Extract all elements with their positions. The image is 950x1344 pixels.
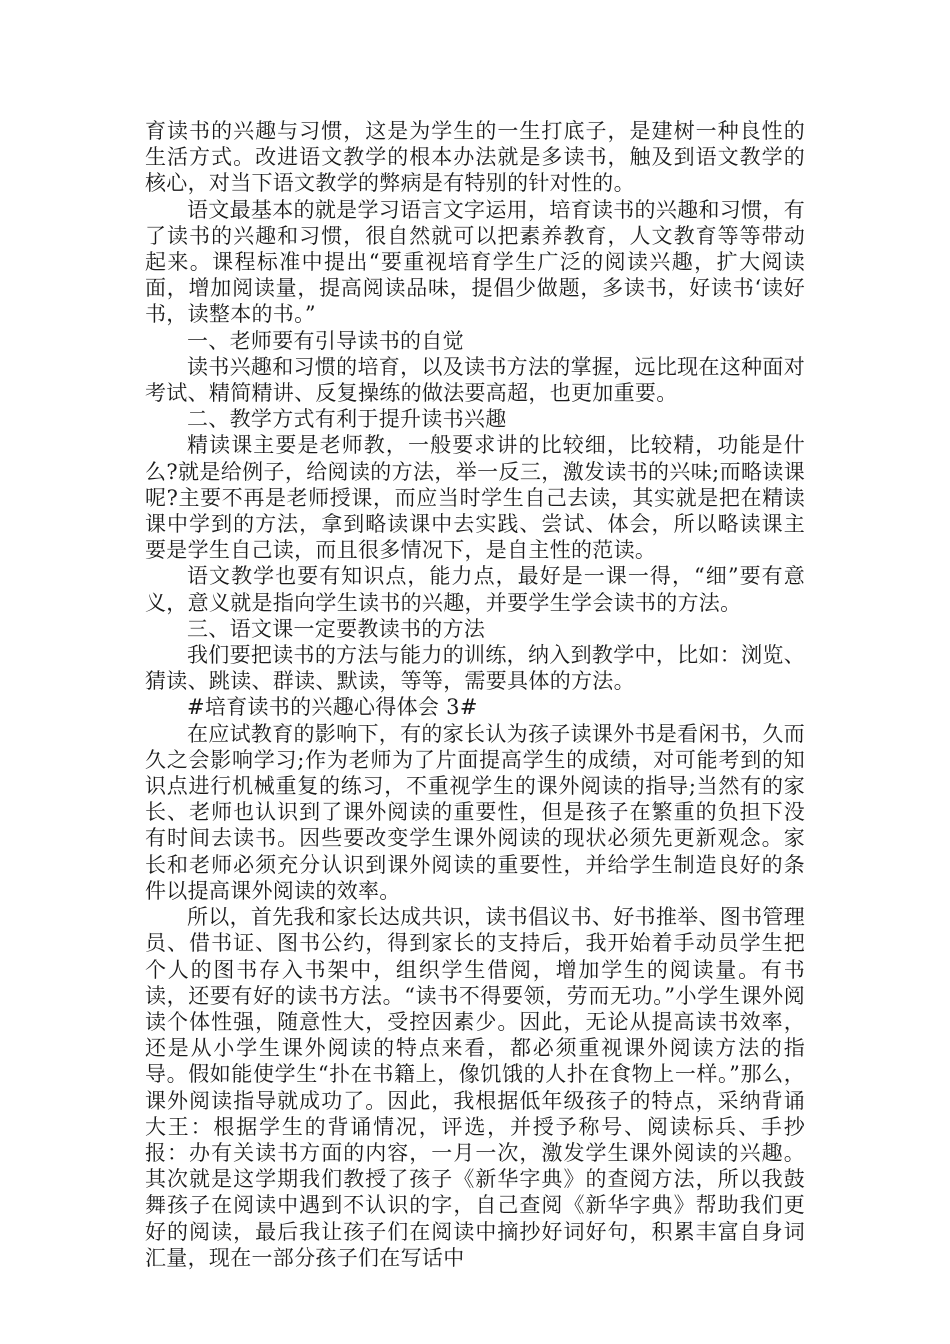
paragraph-7: 在应试教育的影响下，有的家长认为孩子读课外书是看闲书，久而久之会影响学习;作为老师为了片面提高学生的成绩，对可能考到的知识点进行机械重复的练习，不重视学生的课外阅读的指导;当然有的家长、老师也认识到了课外阅读的重要性，但是孩子在繁重的负担下没有时间去读书。因些要改变学生课外阅读的现状必须先更新观念。家长和老师必须充分认识到课外阅读的重要性，并给学生制造良好的条件以提高课外阅读的效率。 (145, 721, 805, 903)
section-heading-1: 一、老师要有引导读书的自觉 (187, 328, 464, 353)
section-heading-2: 二、教学方式有利于提升读书兴趣 (187, 407, 507, 432)
paragraph-8: 所以，首先我和家长达成共识，读书倡议书、好书推举、图书管理员、借书证、图书公约，得到家长的支持后，我开始着手动员学生把个人的图书存入书架中，组织学生借阅，增加学生的阅读量。有书读，还要有好的读书方法。“读书不得要领，劳而无功。”小学生课外阅读个体性强，随意性大，受控因素少。因此，无论从提高读书效率，还是从小学生课外阅读的特点来看，都必须重视课外阅读方法的指导。假如能使学生“扑在书籍上，像饥饿的人扑在食物上一样。”那么，课外阅读指导就成功了。因此，我根据低年级孩子的特点，采纳背诵大王：根据学生的背诵情况，评选，并授予称号、阅读标兵、手抄报：办有关读书方面的内容，一月一次，激发学生课外阅读的兴趣。其次就是这学期我们教授了孩子《新华字典》的查阅方法，所以我鼓舞孩子在阅读中遇到不认识的字，自己查阅《新华字典》帮助我们更好的阅读，最后我让孩子们在阅读中摘抄好词好句，积累丰富自身词汇量，现在一部分孩子们在写话中 (145, 905, 805, 1270)
document-page (145, 118, 805, 1271)
paragraph-3: 读书兴趣和习惯的培育，以及读书方法的掌握，远比现在这种面对考试、精简精讲、反复操练的做法要高超，也更加重要。 (145, 354, 805, 406)
paragraph-2: 语文最基本的就是学习语言文字运用，培育读书的兴趣和习惯，有了读书的兴趣和习惯，很自然就可以把素养教育，人文教育等等带动起来。课程标准中提出“要重视培育学生广泛的阅读兴趣，扩大阅读面，增加阅读量，提高阅读品味，提倡少做题，多读书，好读书‘读好书，读整本的书。” (145, 197, 805, 327)
paragraph-4: 精读课主要是老师教，一般要求讲的比较细，比较精，功能是什么?就是给例子，给阅读的方法，举一反三，激发读书的兴味;而略读课呢?主要不再是老师授课，而应当时学生自己去读，其实就是把在精读课中学到的方法，拿到略读课中去实践、尝试、体会，所以略读课主要是学生自己读，而且很多情况下，是自主性的范读。 (145, 433, 805, 563)
paragraph-6: 我们要把读书的方法与能力的训练，纳入到教学中，比如：浏览、猜读、跳读、群读、默读，等等，需要具体的方法。 (145, 643, 805, 694)
article-title-3: #培育读书的兴趣心得体会 3# (187, 695, 478, 720)
paragraph-5: 语文教学也要有知识点，能力点，最好是一课一得，“细”要有意义，意义就是指向学生读书的兴趣，并要学生学会读书的方法。 (145, 564, 805, 615)
section-heading-3: 三、语文课一定要教读书的方法 (187, 616, 486, 641)
paragraph-1: 育读书的兴趣与习惯，这是为学生的一生打底子，是建树一种良性的生活方式。改进语文教学的根本办法就是多读书，触及到语文教学的核心，对当下语文教学的弊病是有特别的针对性的。 (145, 119, 805, 196)
